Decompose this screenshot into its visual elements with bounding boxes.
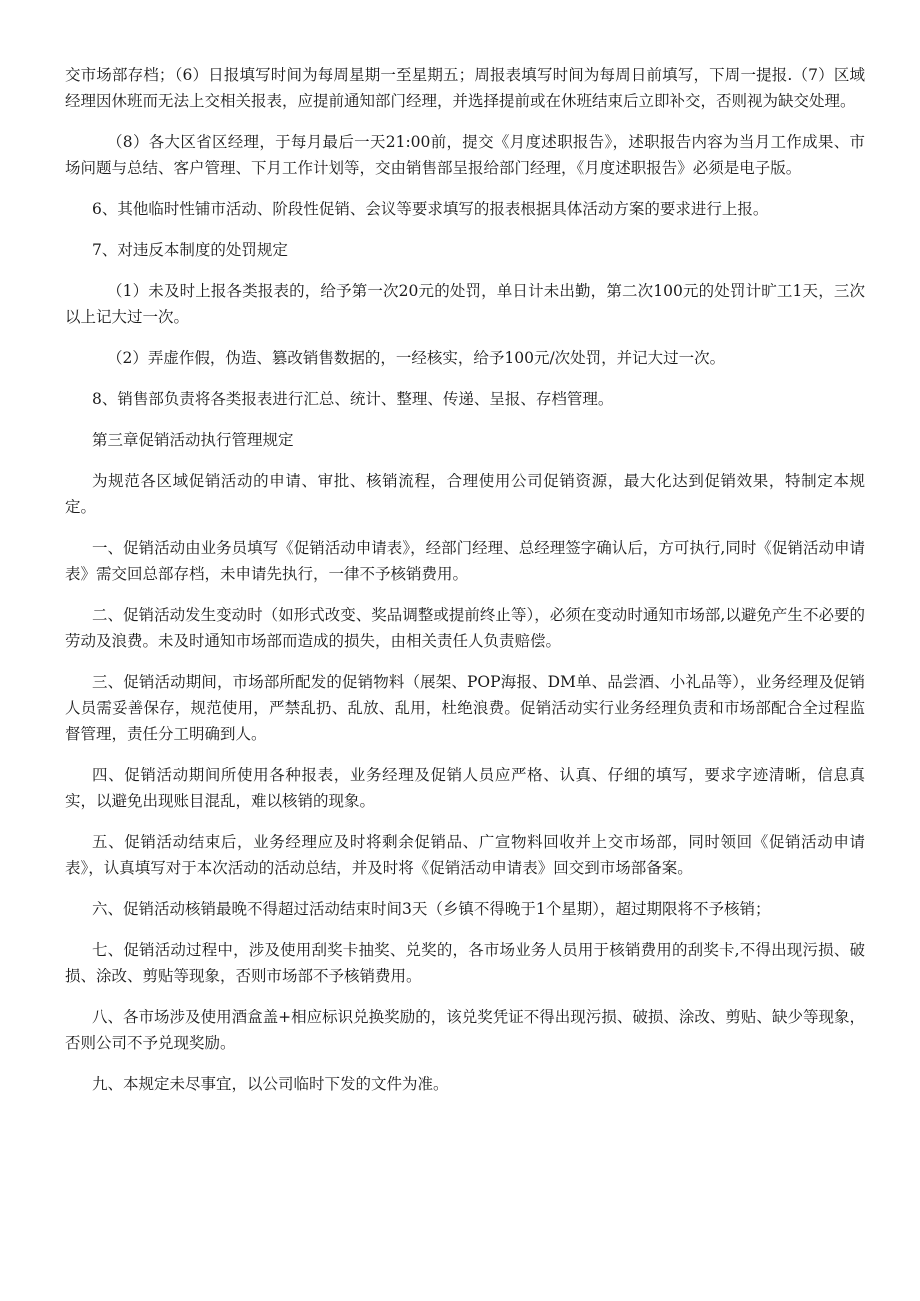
paragraph-rule-8: 八、各市场涉及使用酒盒盖+相应标识兑换奖励的，该兑奖凭证不得出现污损、破损、涂改、剪贴、缺少等现象，否则公司不予兑现奖励。 (65, 1008, 865, 1052)
paragraph-chapter-intro: 为规范各区域促销活动的申请、审批、核销流程，合理使用公司促销资源，最大化达到促销效果，特制定本规定。 (65, 472, 865, 516)
paragraph-rule-4: 四、促销活动期间所使用各种报表，业务经理及促销人员应严格、认真、仔细的填写，要求字迹清晰，信息真实，以避免出现账目混乱，难以核销的现象。 (65, 766, 865, 810)
paragraph-item-8: 8、销售部负责将各类报表进行汇总、统计、整理、传递、呈报、存档管理。 (92, 390, 614, 408)
paragraph-monthly-report: （8）各大区省区经理，于每月最后一天21:00前，提交《月度述职报告》，述职报告内容为当月工作成果、市场问题与总结、客户管理、下月工作计划等，交由销售部呈报给部门经理，《月度述职报告》必须是电子版。 (65, 133, 865, 177)
paragraph-rule-3: 三、促销活动期间，市场部所配发的促销物料（展架、POP海报、DM单、品尝酒、小礼品等），业务经理及促销人员需妥善保存，规范使用，严禁乱扔、乱放、乱用，杜绝浪费。促销活动实行业务经理负责和市场部配合全过程监督管理，责任分工明确到人。 (65, 673, 865, 743)
document-body (65, 62, 865, 1112)
paragraph-penalty-2: （2）弄虚作假，伪造、篡改销售数据的，一经核实，给予100元/次处罚，并记大过一次。 (107, 349, 726, 367)
paragraph-report-schedule: 交市场部存档；（6）日报填写时间为每周星期一至星期五；周报表填写时间为每周日前填写，下周一提报.（7）区域经理因休班而无法上交相关报表，应提前通知部门经理，并选择提前或在休班结束后立即补交，否则视为缺交处理。 (65, 66, 865, 110)
chapter-3-title: 第三章促销活动执行管理规定 (92, 431, 294, 449)
paragraph-rule-1: 一、促销活动由业务员填写《促销活动申请表》，经部门经理、总经理签字确认后，方可执行,同时《促销活动申请表》需交回总部存档，未申请先执行，一律不予核销费用。 (65, 539, 865, 583)
paragraph-penalty-1: （1）未及时上报各类报表的，给予第一次20元的处罚，单日计未出勤，第二次100元的处罚计旷工1天，三次以上记大过一次。 (65, 282, 865, 326)
paragraph-rule-2: 二、促销活动发生变动时（如形式改变、奖品调整或提前终止等），必须在变动时通知市场部,以避免产生不必要的劳动及浪费。未及时通知市场部而造成的损失，由相关责任人负责赔偿。 (65, 606, 865, 650)
paragraph-rule-9: 九、本规定未尽事宜，以公司临时下发的文件为准。 (92, 1075, 449, 1093)
paragraph-item-7-heading: 7、对违反本制度的处罚规定 (92, 241, 288, 259)
paragraph-item-6: 6、其他临时性铺市活动、阶段性促销、会议等要求填写的报表根据具体活动方案的要求进行上报。 (92, 200, 769, 218)
paragraph-rule-7: 七、促销活动过程中，涉及使用刮奖卡抽奖、兑奖的，各市场业务人员用于核销费用的刮奖卡,不得出现污损、破损、涂改、剪贴等现象，否则市场部不予核销费用。 (65, 941, 865, 985)
paragraph-rule-5: 五、促销活动结束后，业务经理应及时将剩余促销品、广宣物料回收并上交市场部，同时领回《促销活动申请表》，认真填写对于本次活动的活动总结，并及时将《促销活动申请表》回交到市场部备案。 (65, 833, 865, 877)
paragraph-rule-6: 六、促销活动核销最晚不得超过活动结束时间3天（乡镇不得晚于1个星期），超过期限将不予核销； (92, 900, 771, 918)
